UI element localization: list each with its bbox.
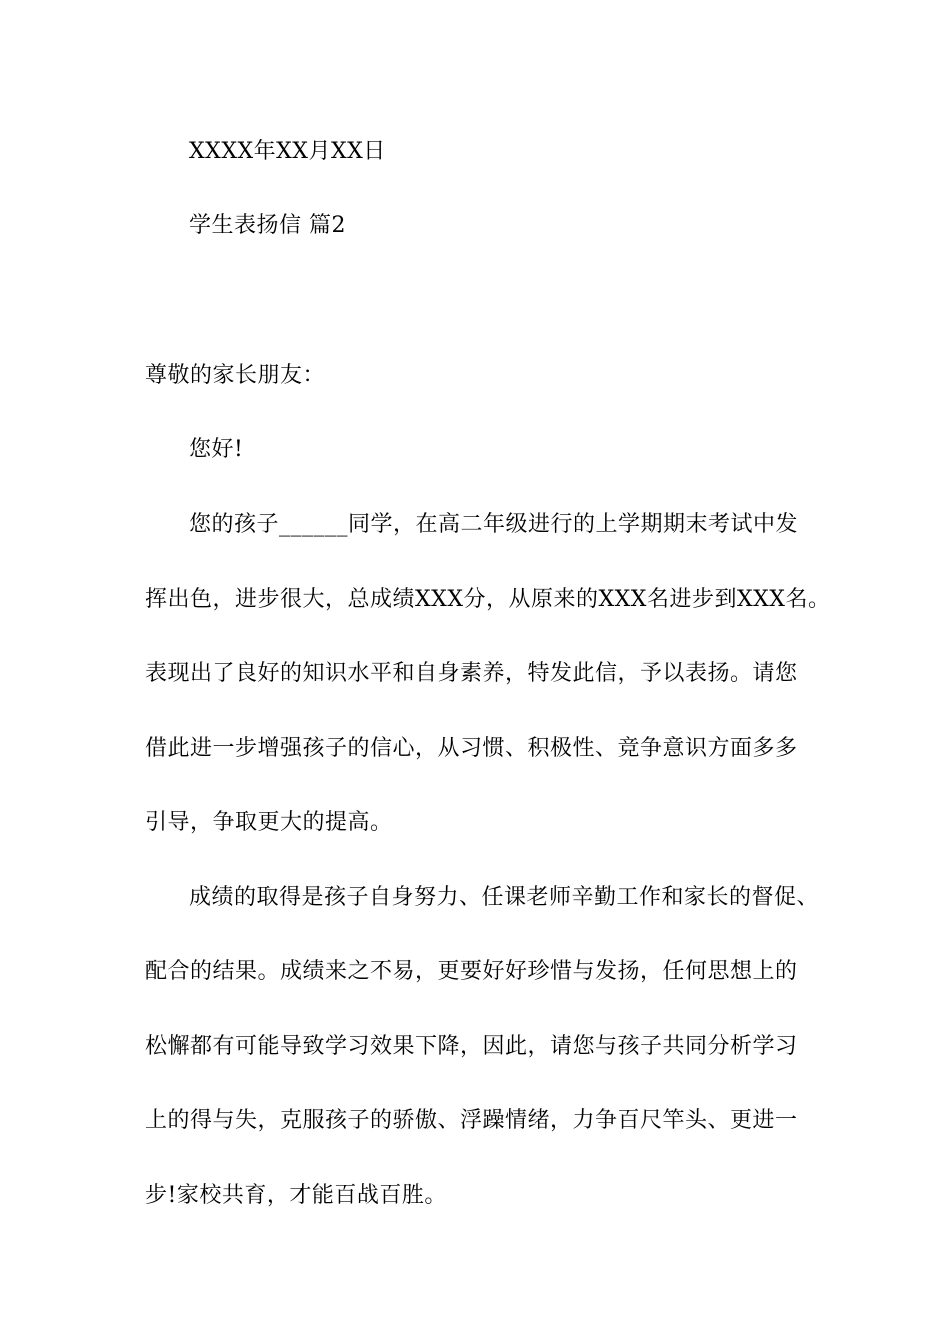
salutation: 尊敬的家长朋友： (145, 363, 326, 388)
paragraph1-line-2: 挥出色，进步很大，总成绩XXX分，从原来的XXX名进步到XXX名。 (145, 587, 831, 612)
paragraph1-line-5: 引导，争取更大的提高。 (145, 810, 393, 835)
greeting: 您好! (189, 437, 244, 462)
paragraph1-line-1: 您的孩子______同学，在高二年级进行的上学期期末考试中发 (189, 512, 799, 537)
section-title: 学生表扬信 篇2 (189, 213, 346, 238)
date-line: XXXX年XX月XX日 (189, 139, 386, 164)
paragraph1-line-3: 表现出了良好的知识水平和自身素养，特发此信，予以表扬。请您 (145, 661, 798, 686)
paragraph2-line-5: 步!家校共育，才能百战百胜。 (145, 1183, 447, 1208)
paragraph1-line-4: 借此进一步增强孩子的信心，从习惯、积极性、竞争意识方面多多 (145, 736, 798, 761)
paragraph2-line-3: 松懈都有可能导致学习效果下降，因此，请您与孩子共同分析学习 (145, 1034, 798, 1059)
paragraph2-line-2: 配合的结果。成绩来之不易，更要好好珍惜与发扬，任何思想上的 (145, 959, 798, 984)
paragraph2-line-4: 上的得与失，克服孩子的骄傲、浮躁情绪，力争百尺竿头、更进一 (145, 1108, 798, 1133)
paragraph2-line-1: 成绩的取得是孩子自身努力、任课老师辛勤工作和家长的督促、 (189, 885, 820, 910)
